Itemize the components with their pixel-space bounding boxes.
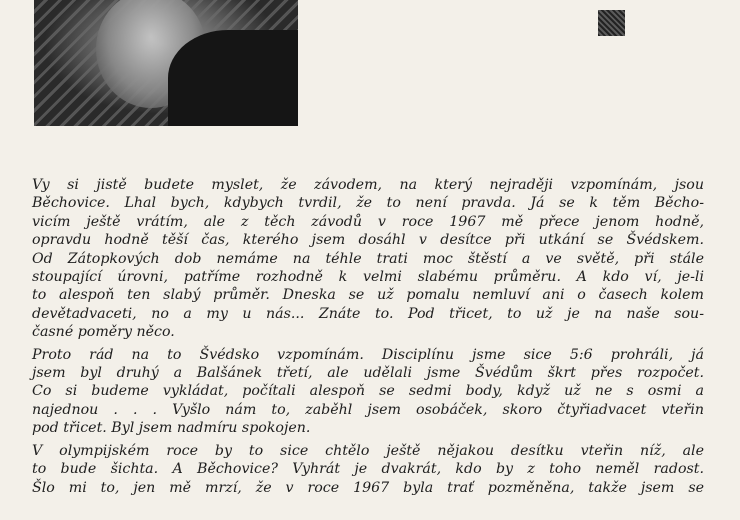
paragraph-1 — [32, 176, 704, 342]
text-line: pod třicet. Byl jsem nadmíru spokojen. — [32, 420, 311, 437]
text-line: najednou . . . Vyšlo nám to, zaběhl jsem osobáček, skoro čtyřiadvacet vteřin — [32, 401, 704, 418]
portrait-photo — [34, 0, 298, 126]
text-line: opravdu hodně těší čas, kterého jsem dosáhl v desítce při utkání se Švédskem. — [32, 232, 704, 249]
text-line: jsem byl druhý a Balšánek třetí, ale udělali jsme Švédům škrt přes rozpočet. — [32, 365, 704, 382]
paragraph-2 — [32, 346, 704, 438]
text-line: Běchovice. Lhal bych, kdybych tvrdil, že to není pravda. Já se k těm Běcho- — [32, 195, 704, 212]
text-line: Od Zátopkových dob nemáme na téhle trati moc štěstí a ve světě, při stále — [32, 250, 704, 267]
article-text — [32, 176, 704, 497]
text-line: vicím ještě vrátím, ale z těch závodů v roce 1967 mě přece jenom hodně, — [32, 213, 704, 230]
emblem-icon — [598, 10, 625, 36]
text-line: Šlo mi to, jen mě mrzí, že v roce 1967 byla trať pozměněna, takže jsem se — [32, 479, 704, 496]
text-line: časné poměry něco. — [32, 324, 175, 341]
portrait-shoulder — [168, 30, 298, 126]
text-line: to alespoň ten slabý průměr. Dneska se už pomalu nemluví ani o časech kolem — [32, 287, 704, 304]
text-line: to bude šichta. A Běchovice? Vyhrát je dvakrát, kdo by z toho neměl radost. — [32, 461, 704, 478]
text-line: Proto rád na to Švédsko vzpomínám. Disciplínu jsme sice 5:6 prohráli, já — [32, 346, 704, 363]
text-line: devětadvaceti, no a my u nás... Znáte to. Pod třicet, to už je na naše sou- — [32, 305, 704, 322]
text-line: stoupající úrovni, patříme rozhodně k velmi slabému průměru. A kdo ví, je-li — [32, 269, 704, 286]
text-line: Vy si jistě budete myslet, že závodem, na který nejraději vzpomínám, jsou — [32, 177, 704, 193]
paragraph-3 — [32, 442, 704, 497]
text-line: V olympijském roce by to sice chtělo ještě nějakou desítku vteřin níž, ale — [32, 442, 704, 459]
text-line: Co si budeme vykládat, počítali alespoň se sedmi body, když už ne s osmi a — [32, 383, 704, 400]
